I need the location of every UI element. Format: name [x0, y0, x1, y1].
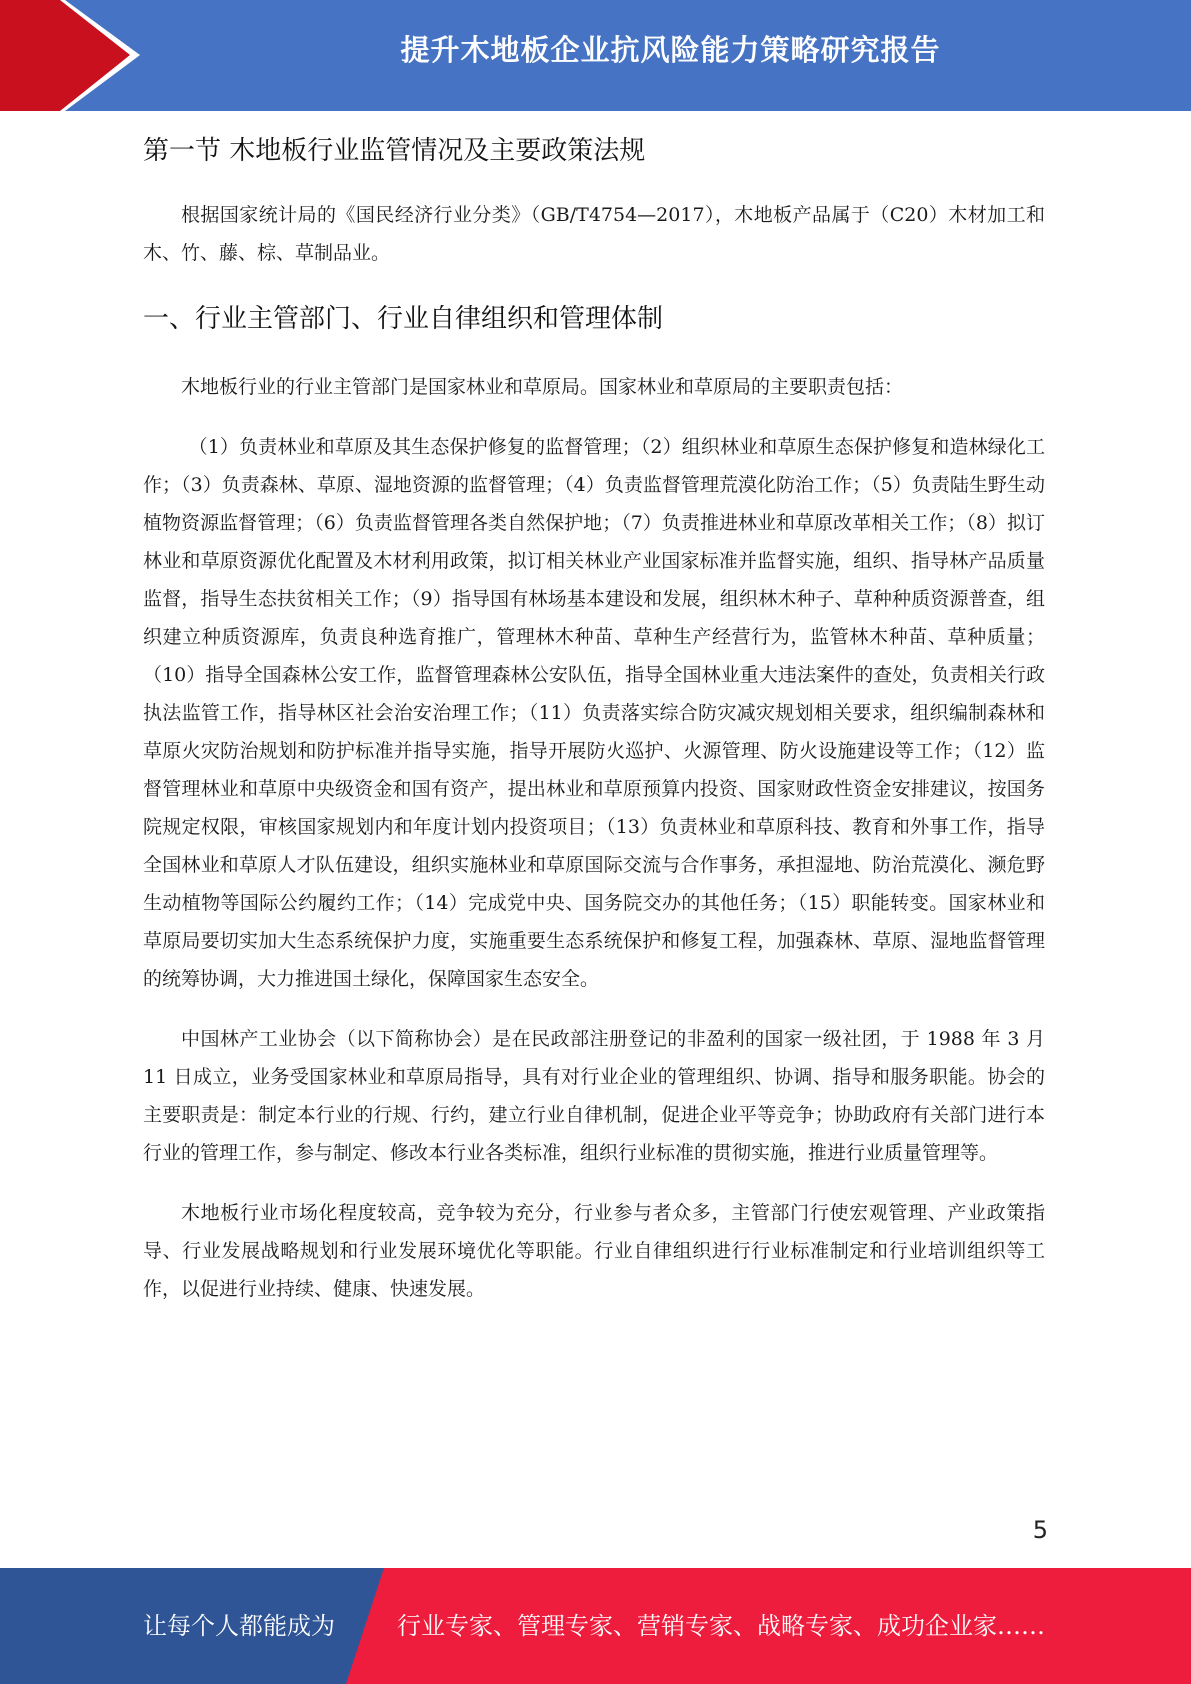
report-title: 提升木地板企业抗风险能力策略研究报告 [400, 33, 941, 67]
page-header [0, 0, 1191, 111]
section-title: 第一节 木地板行业监管情况及主要政策法规 [143, 136, 646, 166]
page-number: 5 [1032, 1516, 1048, 1544]
paragraph-association: 中国林产工业协会（以下简称协会）是在民政部注册登记的非盈利的国家一级社团，于 1988 年 3 月 11 日成立，业务受国家林业和草原局指导，具有对行业企业的管理组织、协调、指导和服务职能。协会的主要职责是：制定本行业的行规、行约，建立行业自律机制，促进企业平等竞争；协助政府有关部门进行本行业的管理工作，参与制定、修改本行业各类标准，组织行业标准的贯彻实施，推进行业质量管理等。 [143, 1028, 1045, 1164]
document-body [143, 128, 1045, 1330]
intro-paragraph: 根据国家统计局的《国民经济行业分类》（GB/T4754—2017），木地板产品属于（C20）木材加工和木、竹、藤、棕、草制品业。 [143, 204, 1045, 264]
footer-slogan-right: 行业专家、管理专家、营销专家、战略专家、成功企业家…… [397, 1612, 1045, 1640]
paragraph-market: 木地板行业市场化程度较高，竞争较为充分，行业参与者众多，主管部门行使宏观管理、产业政策指导、行业发展战略规划和行业发展环境优化等职能。行业自律组织进行行业标准制定和行业培训组织等工作，以促进行业持续、健康、快速发展。 [143, 1202, 1045, 1300]
header-chevron-decoration [0, 0, 160, 111]
page-footer [0, 1568, 1191, 1684]
paragraph-authority: 木地板行业的行业主管部门是国家林业和草原局。国家林业和草原局的主要职责包括： [181, 376, 904, 398]
paragraph-duties: （1）负责林业和草原及其生态保护修复的监督管理；（2）组织林业和草原生态保护修复和造林绿化工作；（3）负责森林、草原、湿地资源的监督管理；（4）负责监督管理荒漠化防治工作；（5）负责陆生野生动植物资源监督管理；（6）负责监督管理各类自然保护地；（7）负责推进林业和草原改革相关工作；（8）拟订林业和草原资源优化配置及木材利用政策，拟订相关林业产业国家标准并监督实施，组织、指导林产品质量监督，指导生态扶贫相关工作；（9）指导国有林场基本建设和发展，组织林木种子、草种种质资源普查，组织建立种质资源库，负责良种选育推广，管理林木种苗、草种生产经营行为，监管林木种苗、草种质量；（10）指导全国森林公安工作，监督管理森林公安队伍，指导全国林业重大违法案件的查处，负责相关行政执法监管工作，指导林区社会治安治理工作；（11）负责落实综合防灾减灾规划相关要求，组织编制森林和草原火灾防治规划和防护标准并指导实施，指导开展防火巡护、火源管理、防火设施建设等工作；（12）监督管理林业和草原中央级资金和国有资产，提出林业和草原预算内投资、国家财政性资金安排建议，按国务院规定权限，审核国家规划内和年度计划内投资项目；（13）负责林业和草原科技、教育和外事工作，指导全国林业和草原人才队伍建设，组织实施林业和草原国际交流与合作事务，承担湿地、防治荒漠化、濒危野生动植物等国际公约履约工作；（14）完成党中央、国务院交办的其他任务；（15）职能转变。国家林业和草原局要切实加大生态系统保护力度，实施重要生态系统保护和修复工程，加强森林、草原、湿地监督管理的统筹协调，大力推进国土绿化，保障国家生态安全。 [143, 436, 1045, 990]
footer-slogan-left: 让每个人都能成为 [143, 1612, 335, 1640]
subsection-title: 一、行业主管部门、行业自律组织和管理体制 [143, 304, 664, 334]
